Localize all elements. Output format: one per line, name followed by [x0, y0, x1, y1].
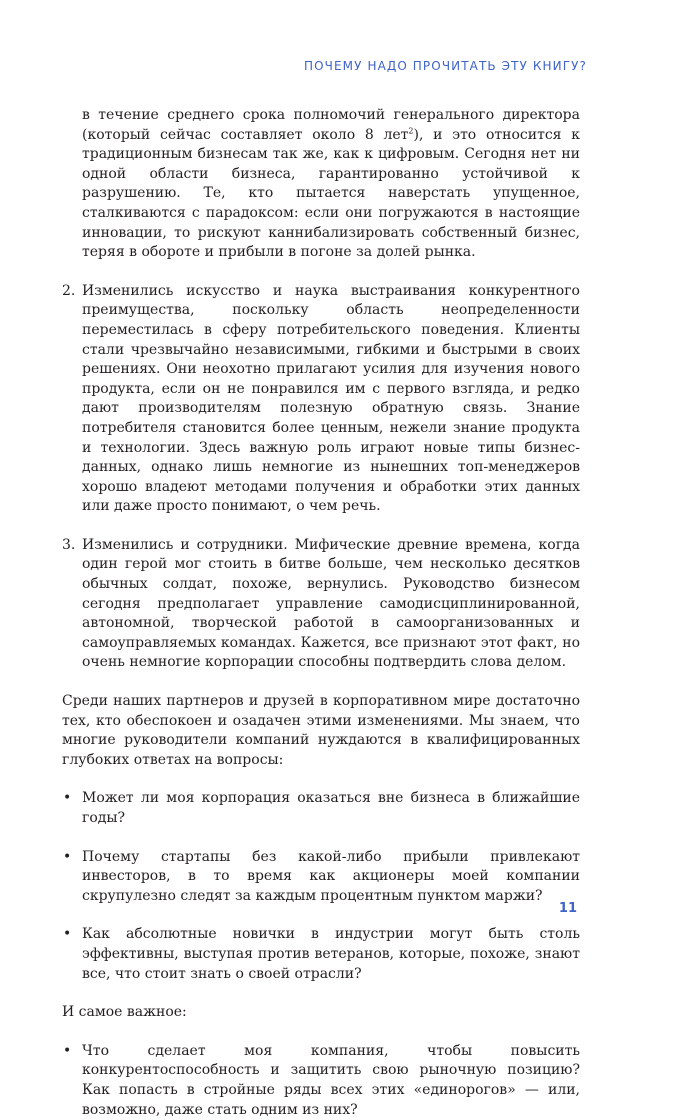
running-header: ПОЧЕМУ НАДО ПРОЧИТАТЬ ЭТУ КНИГУ? [303, 59, 587, 73]
list-item-text: Изменились и сотрудники. Мифические древние времена, когда один герой мог стоить в битве больше, чем несколько десятков обычных солдат, похоже, вернулись. Руководство бизнесом сегодня предполагает управление самодисциплинированной, автономной, творческой работой в самоорганизованных и самоуправляемых командах. Кажется, все признают этот факт, но очень немногие корпорации способны подтвердить слова делом. [82, 536, 580, 671]
continuation-text-start: в течение среднего срока полномочий генерального директора (который сейчас составляет около 8 лет [82, 107, 580, 143]
bullet-icon: • [63, 926, 72, 943]
question-text: Почему стартапы без какой-либо прибыли привлекают инвесторов, в то время как акционеры моей компании скрупулезно следят за каждым процентным пунктом маржи? [82, 848, 580, 904]
intro-paragraph: Среди наших партнеров и друзей в корпоративном мире достаточно тех, кто обеспокоен и озадачен этими изменениями. Мы знаем, что многие руководители компаний нуждаются в квалифицированных глубоких ответах на вопросы: [62, 693, 580, 768]
bullet-icon: • [63, 790, 72, 807]
continuation-paragraph [62, 106, 580, 263]
question-text: Что сделает моя компания, чтобы повысить конкурентоспособность и защитить свою рыночную позицию? Как попасть в стройные ряды всех этих «единорогов» — или, возможно, даже стать одним из них? [82, 1042, 580, 1118]
footnote-reference[interactable]: 2 [408, 125, 414, 135]
bullet-icon: • [63, 848, 72, 865]
continuation-text-end: ), и это относится к традиционным бизнесам так же, как к цифровым. Сегодня нет ни одной области бизнеса, гарантированно устойчивой к разрушению. Те, кто пытается наверстать упущенное, сталкиваются с парадоксом: если они погружаются в настоящие инновации, то рискуют каннибализировать собственный бизнес, теряя в обороте и прибыли в погоне за долей рынка. [82, 126, 580, 261]
list-item-text: Изменились искусство и наука выстраивания конкурентного преимущества, поскольку область неопределенности переместилась в сферу потребительского поведения. Клиенты стали чрезвычайно независимыми, гибкими и быстрыми в своих решениях. Они неохотно прилагают усилия для изучения нового продукта, если он не понравился им с первого взгляда, и редко дают производителям полезную обратную связь. Знание потребителя становится более ценным, нежели знание продукта и технологии. Здесь важную роль играют новые типы бизнес-данных, однако лишь немногие из нынешних топ-менеджеров хорошо владеют методами получения и обработки этих данных или даже просто понимают, о чем речь. [82, 282, 580, 515]
bullet-list-item [62, 789, 580, 828]
most-important-label: И самое важное: [62, 1004, 187, 1021]
bullet-list-item [62, 1042, 580, 1120]
list-number: 3. [62, 536, 76, 553]
numbered-list-item [62, 282, 580, 517]
page-number: 11 [558, 901, 577, 916]
page-body [62, 106, 580, 1120]
list-number: 2. [62, 282, 76, 299]
numbered-list-item [62, 536, 580, 673]
question-text: Как абсолютные новички в индустрии могут быть столь эффективны, выступая против ветеранов, которые, похоже, знают все, что стоит знать о своей отрасли? [82, 926, 580, 982]
question-text: Может ли моя корпорация оказаться вне бизнеса в ближайшие годы? [82, 790, 580, 826]
bullet-icon: • [63, 1042, 72, 1059]
bullet-list-item [62, 925, 580, 984]
bullet-list-item [62, 848, 580, 907]
